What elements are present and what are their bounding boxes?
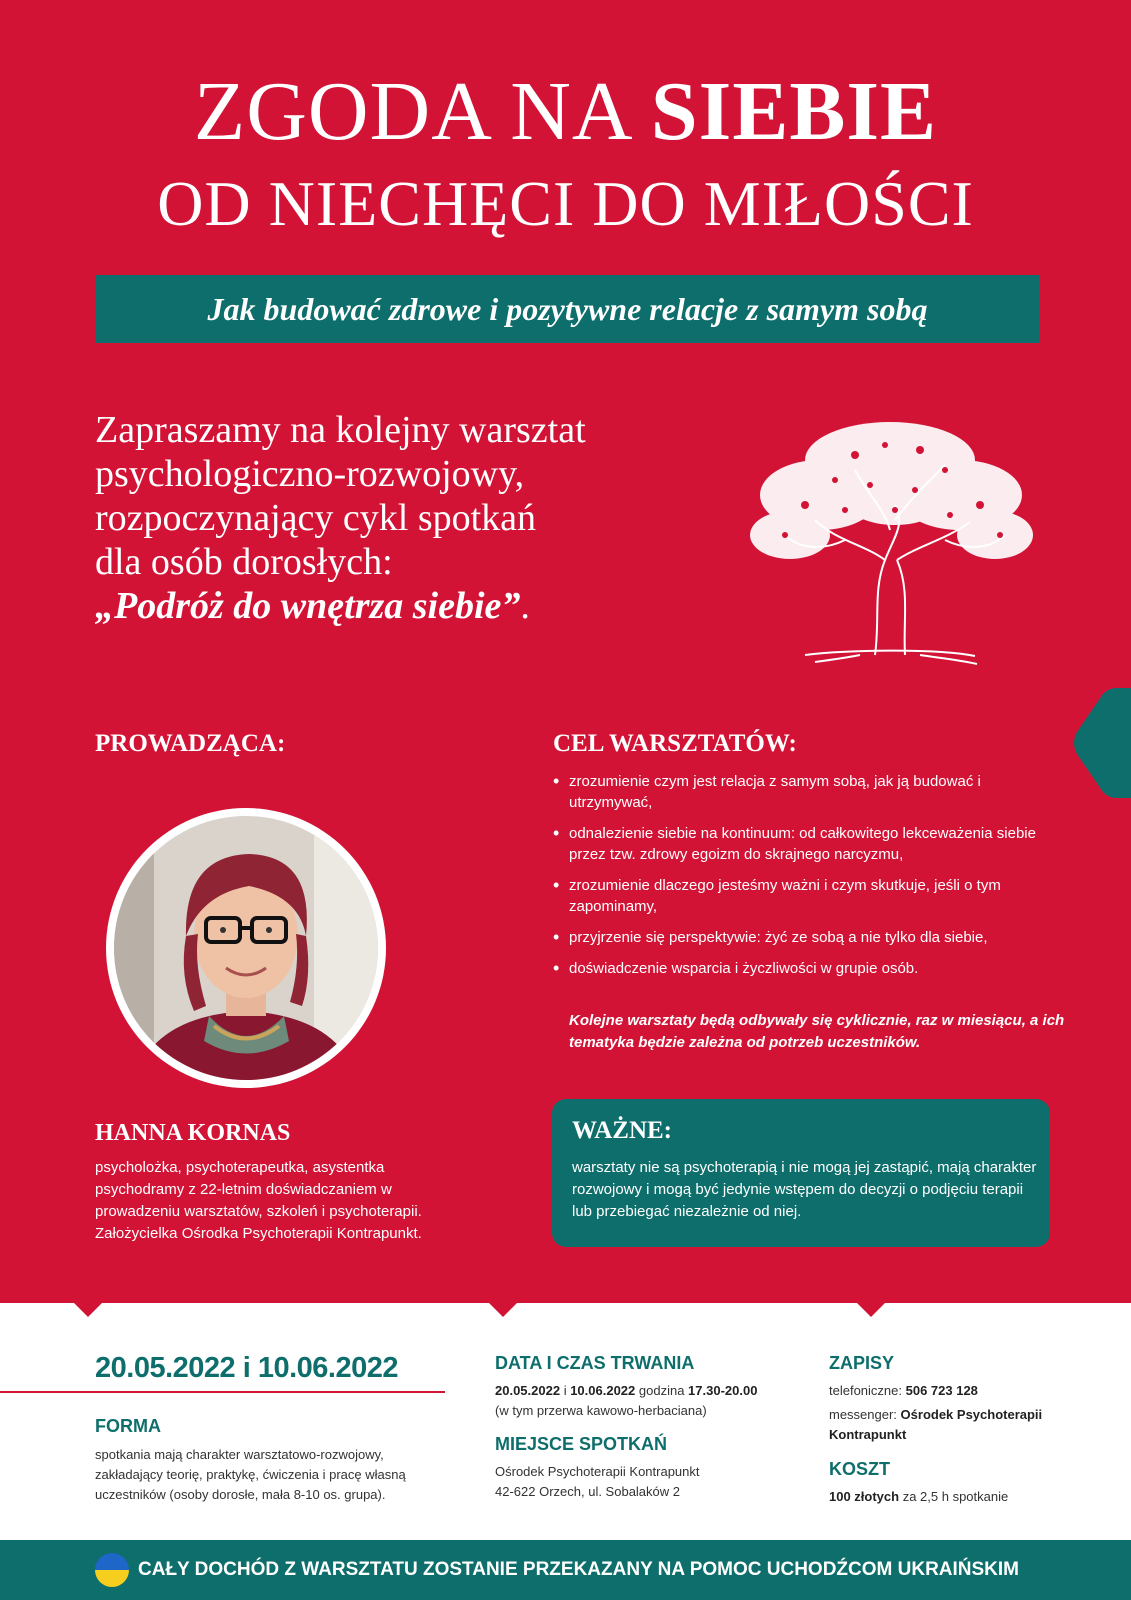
- list-item: • przyjrzenie się perspektywie: żyć ze sobą a nie tylko dla siebie,: [553, 927, 1063, 948]
- list-item: • zrozumienie czym jest relacja z samym sobą, jak ją budować i utrzymywać,: [553, 771, 1063, 813]
- list-item: • odnalezienie siebie na kontinuum: od całkowitego lekceważenia siebie przez tzw. zdrowy egoizm do skrajnego narcyzmu,: [553, 823, 1063, 865]
- list-item: • zrozumienie dlaczego jesteśmy ważni i czym skutkuje, jeśli o tym zapominamy,: [553, 875, 1063, 917]
- place-heading: MIEJSCE SPOTKAŃ: [495, 1434, 668, 1454]
- title-part1: ZGODA NA: [193, 65, 651, 158]
- intro-line: rozpoczynający cykl spotkań: [95, 497, 537, 539]
- page-title: [0, 65, 1131, 158]
- hour-label: godzina: [635, 1383, 689, 1398]
- forma-text: spotkania mają charakter warsztatowo-rozwojowy, zakładający teorię, praktykę, ćwiczenia i pracę własną uczestników (osoby dorosłe, mała 8-10 os. grupa).: [95, 1447, 406, 1502]
- date-time-text: [495, 1381, 815, 1421]
- host-heading: PROWADZĄCA:: [95, 730, 286, 757]
- forma-heading: FORMA: [95, 1416, 161, 1436]
- signup-phone: [829, 1381, 1059, 1401]
- portrait-photo: [114, 816, 378, 1080]
- cost-text: [829, 1487, 1059, 1507]
- date-1: 20.05.2022: [495, 1383, 561, 1398]
- hours: 17.30-20.00: [688, 1383, 758, 1398]
- place-line-2: 42-622 Orzech, ul. Sobalaków 2: [495, 1484, 680, 1499]
- place-line-1: Ośrodek Psychoterapii Kontrapunkt: [495, 1464, 700, 1479]
- signup-heading: ZAPISY: [829, 1353, 895, 1373]
- subtitle-bar: [95, 275, 1040, 343]
- event-dates: 20.05.2022 i 10.06.2022: [95, 1352, 398, 1384]
- date-2: 10.06.2022: [570, 1383, 636, 1398]
- side-tab-decoration: [1071, 688, 1131, 798]
- date-time-heading: DATA I CZAS TRWANIA: [495, 1353, 695, 1373]
- intro-cycle-line: [95, 584, 735, 628]
- host-name: HANNA KORNAS: [95, 1120, 291, 1146]
- notch-decoration: [857, 1303, 885, 1317]
- intro-text: [95, 408, 735, 628]
- avatar: [114, 816, 378, 1080]
- page-title-line2: OD NIECHĘCI DO MIŁOŚCI: [157, 168, 974, 239]
- important-text: warsztaty nie są psychoterapią i nie mogą jej zastąpić, mają charakter rozwojowy i mogą być jedynie wstępem do decyzji o podjęciu terapii lub przebiegać niezależnie od niej.: [572, 1159, 1037, 1220]
- intro-line: Zapraszamy na kolejny warsztat: [95, 409, 586, 451]
- intro-line: psychologiczno-rozwojowy,: [95, 453, 525, 495]
- signup-messenger: [829, 1405, 1059, 1445]
- messenger-name: Ośrodek Psychoterapii Kontrapunkt: [829, 1407, 1043, 1442]
- cost-suffix: za 2,5 h spotkanie: [899, 1489, 1009, 1504]
- goals-heading: CEL WARSZTATÓW:: [553, 730, 797, 757]
- dates-underline: [0, 1391, 445, 1393]
- date-separator: i: [560, 1383, 571, 1398]
- notch-decoration: [74, 1303, 102, 1317]
- goals-list: [553, 771, 1063, 989]
- notch-decoration: [489, 1303, 517, 1317]
- subtitle-text: Jak budować zdrowe i pozytywne relacje z samym sobą: [207, 290, 928, 327]
- host-bio: psycholożka, psychoterapeutka, asystentka psychodramy z 22-letnim doświadczaniem w prowadzeniu warsztatów, szkoleń i psychoterapii. Założycielka Ośrodka Psychoterapii Kontrapunkt.: [95, 1159, 422, 1242]
- ukraine-flag-icon: [95, 1553, 129, 1587]
- place-text: [495, 1462, 815, 1502]
- title-part2: SIEBIE: [650, 65, 938, 158]
- cost-heading: KOSZT: [829, 1459, 890, 1479]
- cycle-name: „Podróż do wnętrza siebie”: [95, 585, 521, 627]
- intro-line: dla osób dorosłych:: [95, 541, 393, 583]
- cost-value: 100 złotych: [829, 1489, 900, 1504]
- banner-text: CAŁY DOCHÓD Z WARSZTATU ZOSTANIE PRZEKAZANY NA POMOC UCHODŹCOM UKRAIŃSKIM: [138, 1559, 1020, 1580]
- list-item: • doświadczenie wsparcia i życzliwości w grupie osób.: [553, 958, 1063, 979]
- cycle-suffix: .: [520, 585, 530, 627]
- phone-number: 506 723 128: [905, 1383, 978, 1398]
- important-heading: WAŻNE:: [572, 1117, 673, 1144]
- important-box: [552, 1099, 1050, 1247]
- phone-label: telefoniczne:: [829, 1383, 906, 1398]
- break-note: (w tym przerwa kawowo-herbaciana): [495, 1403, 707, 1418]
- messenger-label: messenger:: [829, 1407, 901, 1422]
- cyclic-note: Kolejne warsztaty będą odbywały się cyklicznie, raz w miesiącu, a ich tematyka będzie zależna od potrzeb uczestników.: [569, 1012, 1065, 1051]
- tree-illustration: [745, 410, 1035, 670]
